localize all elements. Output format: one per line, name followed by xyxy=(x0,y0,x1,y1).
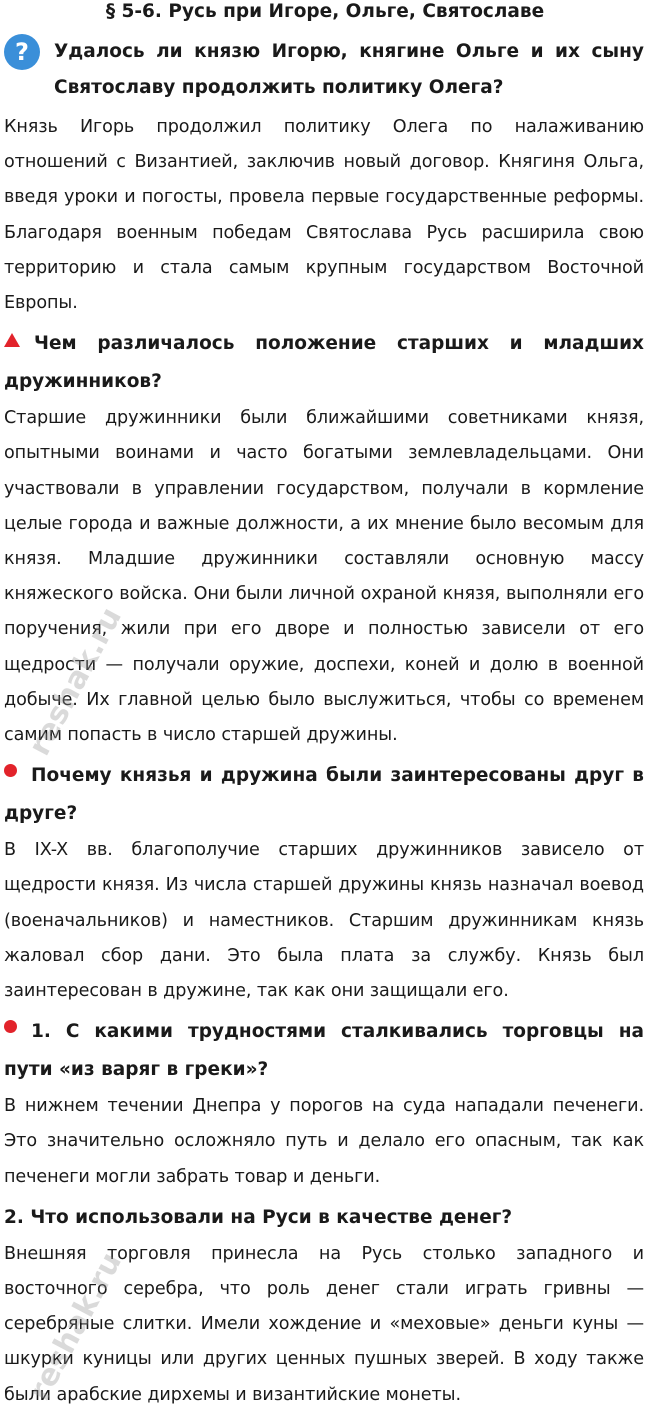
watermark: reshak.ru xyxy=(22,1246,130,1407)
question-3-text: Почему князья и дружина были заинтересованы друг в друге? xyxy=(4,765,644,825)
answer-paragraph-4: В нижнем течении Днепра у порогов на суда нападали печенеги. Это значительно осложняло путь и делало его опасным, так как печенеги могли забрать товар и деньги. xyxy=(4,1096,644,1187)
question-5 xyxy=(0,1199,650,1237)
question-3 xyxy=(0,757,650,833)
question-4-text: 1. С какими трудностями сталкивались торговцы на пути «из варяг в греки»? xyxy=(4,1021,644,1081)
question-2 xyxy=(0,325,650,401)
red-dot-icon xyxy=(4,1020,17,1033)
red-dot-icon xyxy=(4,764,17,777)
watermark: reshak.ru xyxy=(22,601,130,762)
question-5-text: 2. Что использовали на Руси в качестве денег? xyxy=(4,1206,513,1228)
main-question xyxy=(0,34,650,106)
main-question-text: Удалось ли князю Игорю, княгине Ольге и их сыну Святославу продолжить политику Олега? xyxy=(54,41,644,98)
question-2-text: Чем различалось положение старших и младших дружинников? xyxy=(4,333,644,393)
red-triangle-icon xyxy=(4,333,20,347)
answer-paragraph-1: Князь Игорь продолжил политику Олега по налаживанию отношений с Византией, заключив новый договор. Княгиня Ольга, введя уроки и погосты, провела первые государственные реформы. Благодаря военным победам Святослава Русь расширила свою территорию и стала самым крупным государством Восточной Европы. xyxy=(4,117,644,314)
answer-paragraph-3: В IX-X вв. благополучие старших дружинников зависело от щедрости князя. Из числа старшей дружины князь назначал воевод (военачальников) и наместников. Старшим дружинникам князь жаловал сбор дани. Это была плата за службу. Князь был заинтересован в дружине, так как они защищали его. xyxy=(4,840,644,1002)
question-mark-icon: ? xyxy=(4,34,40,70)
answer-paragraph-2: Старшие дружинники были ближайшими советниками князя, опытными воинами и часто богатыми землевладельцами. Они участвовали в управлении государством, получали в кормление целые города и важные должности, а их мнение было весомым для князя. Младшие дружинники составляли основную массу княжеского войска. Они были личной охраной князя, выполняли его поручения, жили при его дворе и полностью зависели от его щедрости — получали оружие, доспехи, коней и долю в военной добыче. Их главной целью было выслужиться, чтобы со временем самим попасть в число старшей дружины. xyxy=(4,408,644,746)
question-4 xyxy=(0,1013,650,1089)
page-title: § 5-6. Русь при Игоре, Ольге, Святославе xyxy=(105,1,545,22)
answer-paragraph-5: Внешняя торговля принесла на Русь столько западного и восточного серебра, что роль денег стали играть гривны — серебряные слитки. Имели хождение и «меховые» деньги куны — шкурки куницы или других ценных пушных зверей. В ходу также были арабские дирхемы и византийские монеты. xyxy=(4,1243,644,1405)
